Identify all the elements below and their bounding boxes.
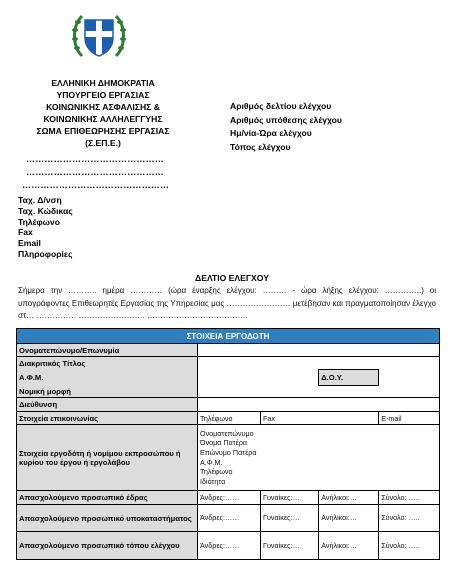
email-label: Email bbox=[18, 238, 41, 249]
afm-field[interactable] bbox=[198, 370, 319, 386]
ministry-header bbox=[18, 77, 188, 149]
fax-label: Fax bbox=[18, 227, 33, 238]
employer-table bbox=[16, 328, 440, 560]
intro-paragraph: Σήμερα την ……….. ημέρα ………… (ώρα έναρξης ελέγχου: ……… - ώρα λήξης ελέγχου: …………..) οι υπογράφοντες Επιθεωρητές Εργασίας της Υπηρεσίας μας …………………… μετέβησαν και πραγματοποίησαν έλεγχο στ… …………… ……………………. ……………………………….. bbox=[18, 286, 436, 320]
dotted-line: ……………………………………… bbox=[26, 154, 164, 164]
staff-total[interactable]: Σύνολο: ….. bbox=[379, 532, 440, 560]
control-datetime-label: Ημ/νία-Ώρα ελέγχου bbox=[230, 128, 312, 138]
representative-label: Στοιχεία εργοδότη ή νομίμου εκπροσώπου ή κυρίου του έργου ή εργολάβου bbox=[17, 425, 198, 491]
ministry-line: ΕΛΛΗΝΙΚΗ ΔΗΜΟΚΡΑΤΙΑ bbox=[51, 78, 155, 88]
control-place-label: Τόπος ελέγχου bbox=[230, 141, 291, 152]
staff-row-label: Απασχολούμενο προσωπικό υποκαταστήματος bbox=[17, 505, 198, 532]
employer-table-header: ΣΤΟΙΧΕΙΑ ΕΡΓΟΔΟΤΗ bbox=[17, 329, 440, 344]
staff-women[interactable]: Γυναίκες:… bbox=[261, 491, 319, 505]
staff-men[interactable]: Άνδρες:…… bbox=[198, 532, 261, 560]
rep-field: Επώνυμο Πατέρα bbox=[200, 447, 257, 457]
contact-fax[interactable]: Fax bbox=[261, 412, 379, 425]
control-number-label: Αριθμός δελτίου ελέγχου bbox=[230, 101, 332, 111]
contact-phone[interactable]: Τηλέφωνο bbox=[198, 412, 261, 425]
address-field[interactable] bbox=[198, 398, 440, 412]
staff-row-label: Απασχολούμενο προσωπικό τόπου ελέγχου bbox=[17, 532, 198, 560]
rep-field: Ιδιότητα bbox=[200, 476, 226, 486]
dotted-line: ………………………………………… bbox=[22, 180, 170, 190]
greek-coat-of-arms-icon bbox=[70, 8, 128, 66]
staff-total[interactable]: Σύνολο: ….. bbox=[379, 505, 440, 532]
name-label: Ονοματεπώνυμο/Επωνυμία bbox=[17, 344, 198, 357]
brand-field[interactable] bbox=[198, 357, 440, 370]
info-label: Πληροφορίες bbox=[18, 248, 73, 259]
address-label: Διεύθυνση bbox=[17, 398, 198, 412]
ministry-line: ΥΠΟΥΡΓΕΙΟ ΕΡΓΑΣΙΑΣ bbox=[56, 90, 150, 100]
phone-label: Τηλέφωνο bbox=[18, 216, 60, 227]
rep-field: Ονοματεπώνυμο bbox=[200, 428, 254, 438]
brand-label: Διακριτικός Τίτλος bbox=[17, 357, 198, 370]
staff-women[interactable]: Γυναίκες:… bbox=[261, 532, 319, 560]
legal-form-field[interactable] bbox=[198, 386, 440, 398]
control-info bbox=[230, 100, 342, 154]
ministry-line: ΣΩΜΑ ΕΠΙΘΕΩΡΗΣΗΣ ΕΡΓΑΣΙΑΣ bbox=[36, 126, 170, 136]
dotted-line: ……………………………………… bbox=[26, 167, 164, 177]
rep-field: Όνομα Πατέρα bbox=[200, 438, 248, 448]
contact-email[interactable]: E-mail bbox=[379, 412, 440, 425]
rep-field: Τηλέφωνο bbox=[200, 467, 233, 477]
doy-label: Δ.Ο.Υ. bbox=[319, 370, 379, 386]
staff-women[interactable]: Γυναίκες:… bbox=[261, 505, 319, 532]
staff-men[interactable]: Άνδρες:…… bbox=[198, 491, 261, 505]
legal-form-label: Νομική μορφή bbox=[17, 386, 198, 398]
staff-minors[interactable]: Ανήλικοι:… bbox=[319, 505, 379, 532]
postal-address-label: Ταχ. Δ/νση bbox=[18, 195, 62, 205]
ministry-line: ΚΟΙΝΩΝΙΚΗΣ ΑΛΛΗΛΕΓΓΥΗΣ bbox=[43, 114, 163, 124]
postal-code-label: Ταχ. Κώδικας bbox=[18, 205, 73, 216]
staff-row-label: Απασχολούμενο προσωπικό έδρας bbox=[17, 491, 198, 505]
contact-label: Στοιχεία επικοινωνίας bbox=[17, 412, 198, 425]
case-number-label: Αριθμός υπόθεσης ελέγχου bbox=[230, 114, 342, 125]
staff-men[interactable]: Άνδρες:…… bbox=[198, 505, 261, 532]
doy-field[interactable] bbox=[379, 370, 440, 386]
ministry-line: (Σ.ΕΠ.Ε.) bbox=[85, 138, 121, 148]
afm-label: Α.Φ.Μ. bbox=[17, 370, 198, 386]
staff-minors[interactable]: Ανήλικοι:… bbox=[319, 532, 379, 560]
representative-fields[interactable] bbox=[198, 425, 440, 491]
document-title: ΔΕΛΤΙΟ ΕΛΕΓΧΟΥ bbox=[195, 273, 269, 283]
staff-minors[interactable]: Ανήλικοι:… bbox=[319, 491, 379, 505]
ministry-line: ΚΟΙΝΩΝΙΚΗΣ ΑΣΦΑΛΙΣΗΣ & bbox=[46, 102, 160, 112]
contact-block bbox=[18, 195, 73, 260]
rep-field: Α.Φ.Μ. bbox=[200, 457, 223, 467]
name-field[interactable] bbox=[198, 344, 440, 357]
staff-total[interactable]: Σύνολο: ….. bbox=[379, 491, 440, 505]
